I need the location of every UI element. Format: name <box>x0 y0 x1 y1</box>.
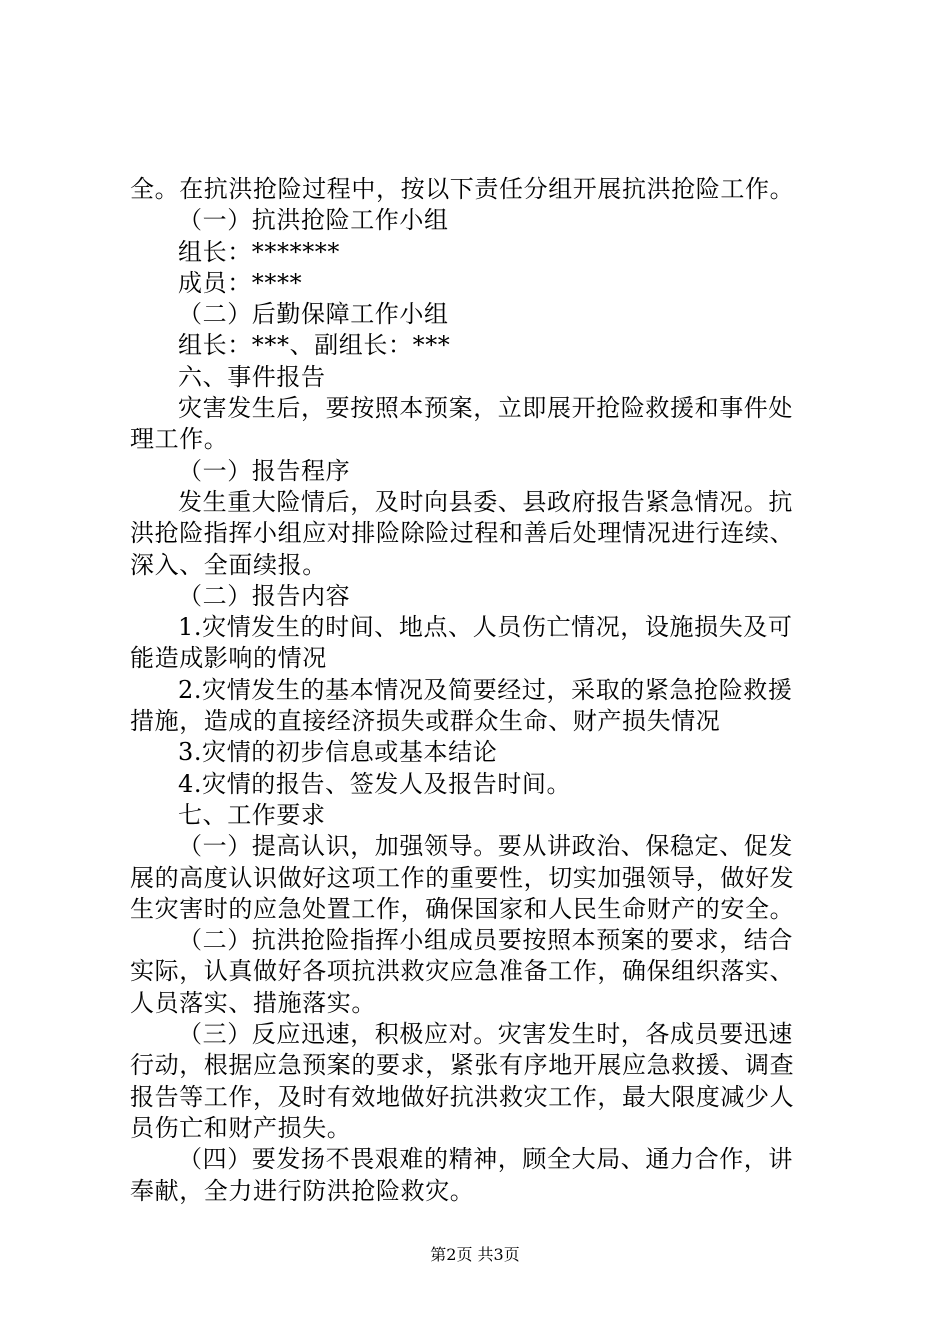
paragraph-line: 展的高度认识做好这项工作的重要性，切实加强领导，做好发 <box>130 863 795 892</box>
section-heading: （一）抗洪抢险工作小组 <box>178 206 449 235</box>
list-item: 4.灾情的报告、签发人及报告时间。 <box>178 769 572 798</box>
paragraph-line: 组长：******* <box>178 237 340 266</box>
section-heading: （一）报告程序 <box>178 456 351 485</box>
paragraph-line: 员伤亡和财产损失。 <box>130 1113 352 1142</box>
paragraph-line: 行动，根据应急预案的要求，紧张有序地开展应急救援、调查 <box>130 1051 795 1080</box>
paragraph-line: 发生重大险情后，及时向县委、县政府报告紧急情况。抗 <box>178 487 793 516</box>
paragraph-line: （一）提高认识，加强领导。要从讲政治、保稳定、促发 <box>178 832 793 861</box>
paragraph-line: 措施，造成的直接经济损失或群众生命、财产损失情况 <box>130 707 721 736</box>
paragraph-line: 灾害发生后，要按照本预案，立即展开抢险救援和事件处 <box>178 394 793 423</box>
list-item: 2.灾情发生的基本情况及简要经过，采取的紧急抢险救援 <box>178 675 793 704</box>
page-number-footer: 第2页 共3页 <box>430 1245 520 1264</box>
list-item: 1.灾情发生的时间、地点、人员伤亡情况，设施损失及可 <box>178 613 793 642</box>
paragraph-line: 深入、全面续报。 <box>130 550 327 579</box>
section-heading: （二）报告内容 <box>178 581 351 610</box>
paragraph-line: 人员落实、措施落实。 <box>130 988 376 1017</box>
paragraph-line: 生灾害时的应急处置工作，确保国家和人民生命财产的安全。 <box>130 894 795 923</box>
paragraph-line: （四）要发扬不畏艰难的精神，顾全大局、通力合作，讲 <box>178 1145 793 1174</box>
section-heading: 七、工作要求 <box>178 800 326 829</box>
paragraph-line: 全。在抗洪抢险过程中，按以下责任分组开展抗洪抢险工作。 <box>130 175 795 203</box>
list-item: 3.灾情的初步信息或基本结论 <box>178 738 498 767</box>
paragraph-line: （二）抗洪抢险指挥小组成员要按照本预案的要求，结合 <box>178 926 793 955</box>
paragraph-line: 理工作。 <box>130 425 229 454</box>
paragraph-line: 能造成影响的情况 <box>130 644 327 673</box>
paragraph-line: 报告等工作，及时有效地做好抗洪救灾工作，最大限度减少人 <box>130 1082 795 1111</box>
document-body <box>130 174 830 1207</box>
paragraph-line: 组长：***、副组长：*** <box>178 331 451 360</box>
section-heading: 六、事件报告 <box>178 362 326 391</box>
paragraph-line: 成员：**** <box>178 268 303 297</box>
paragraph-line: 奉献，全力进行防洪抢险救灾。 <box>130 1176 475 1205</box>
paragraph-line: （三）反应迅速，积极应对。灾害发生时，各成员要迅速 <box>178 1020 793 1049</box>
paragraph-line: 洪抢险指挥小组应对排险除险过程和善后处理情况进行连续、 <box>130 519 795 548</box>
paragraph-line: 实际，认真做好各项抗洪救灾应急准备工作，确保组织落实、 <box>130 957 795 986</box>
section-heading: （二）后勤保障工作小组 <box>178 300 449 329</box>
